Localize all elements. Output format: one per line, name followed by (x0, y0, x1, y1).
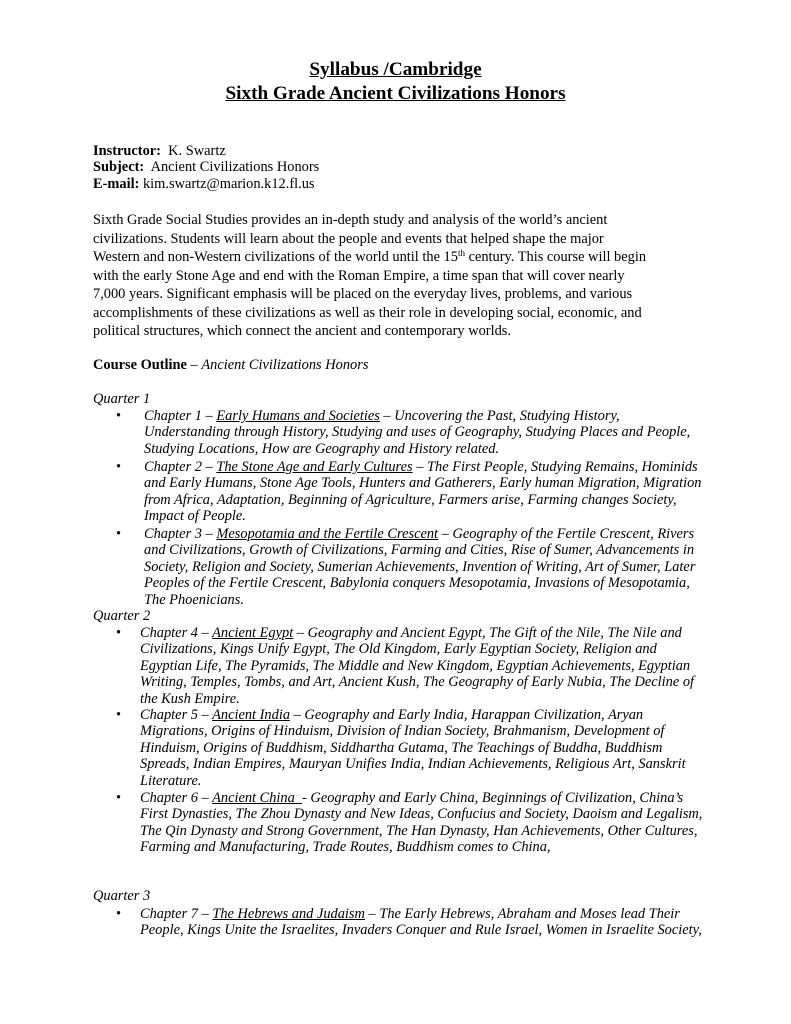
chapter-4-item (116, 625, 695, 707)
chapter-topics: Peoples of the Fertile Crescent, Babylonia conquers Mesopotamia, Invasions of Mesopotamia, (144, 575, 690, 592)
chapter-topics: Egyptian Life, The Pyramids, The Middle and New Kingdom, Egyptian Achievements, Egyptian (140, 657, 691, 674)
chapter-1-item (116, 408, 691, 457)
chapter-prefix: Chapter 5 – (140, 707, 213, 723)
chapter-title: The Stone Age and Early Cultures (216, 459, 413, 475)
document-subtitle: Sixth Grade Ancient Civilizations Honors (225, 83, 566, 104)
quarter-1-heading: Quarter 1 (93, 391, 151, 407)
quarter-2-heading: Quarter 2 (93, 608, 151, 624)
chapter-prefix: Chapter 6 – (140, 790, 213, 806)
chapter-topics: – Geography of the Fertile Crescent, Rivers (438, 526, 695, 542)
chapter-7-item (116, 906, 702, 939)
chapter-prefix: Chapter 4 – (140, 625, 213, 641)
intro-paragraph (93, 212, 705, 342)
chapter-topics: Understanding through History, Studying and uses of Geography, Studying Places and People, (144, 424, 691, 441)
chapter-topics: – The Early Hebrews, Abraham and Moses lead Their (364, 906, 680, 922)
email-value: kim.swartz@marion.k12.fl.us (142, 175, 315, 192)
chapter-topics: Writing, Temples, Tombs, and Art, Ancient Kush, The Geography of Early Nubia, The Decline of (140, 674, 695, 691)
intro-line (93, 249, 705, 268)
chapter-topics: Migrations, Origins of Hinduism, Division of Indian Society, Brahmanism, Development of (140, 723, 665, 740)
instructor-value: K. Swartz (168, 143, 226, 159)
chapter-topics: from Africa, Adaptation, Beginning of Agriculture, Farmers arise, Farming changes Society, (144, 491, 677, 508)
chapter-topics: and Early Humans, Stone Age Tools, Hunters and Gatherers, Early human Migration, Migration (144, 475, 702, 492)
intro-text: Western and non-Western civilizations of the world until the 15 (93, 249, 458, 265)
document-title: Syllabus /Cambridge (309, 59, 482, 80)
chapter-topics: – The First People, Studying Remains, Hominids (412, 459, 698, 475)
chapter-3-item (116, 526, 696, 608)
quarter-3-heading: Quarter 3 (93, 888, 151, 904)
intro-text: century. This course will begin (464, 249, 647, 265)
chapter-title: The Hebrews and Judaism (212, 906, 365, 922)
chapter-topics: – Geography and Early India, Harappan Civilization, Aryan (290, 707, 644, 723)
subject-row (93, 159, 319, 175)
chapter-topics: – Uncovering the Past, Studying History, (379, 408, 620, 424)
chapter-topics: – Geography and Ancient Egypt, The Gift of the Nile, The Nile and (293, 625, 682, 641)
chapter-title: Mesopotamia and the Fertile Crescent (216, 526, 439, 542)
outline-dash: – (186, 357, 202, 373)
chapter-2-item (116, 459, 702, 525)
subject-label: Subject: (93, 159, 145, 176)
course-info (93, 143, 319, 192)
subject-value: Ancient Civilizations Honors (150, 159, 320, 176)
chapter-topics: The Phoenicians. (144, 591, 244, 608)
bullet-icon: • (116, 625, 122, 641)
chapter-topics: Farming and Manufacturing, Trade Routes, Buddhism comes to China, (140, 839, 551, 856)
bullet-icon: • (116, 906, 122, 922)
course-outline-heading (93, 357, 368, 373)
chapter-topics: the Kush Empire. (140, 690, 240, 707)
chapter-topics: First Dynasties, The Zhou Dynasty and New Ideas, Confucius and Society, Daoism and Legalism, (140, 806, 703, 823)
bullet-icon: • (116, 459, 122, 475)
chapter-topics: Literature. (140, 772, 202, 789)
bullet-icon: • (116, 707, 122, 723)
intro-line: civilizations. Students will learn about the people and events that helped shape the major (93, 230, 604, 247)
intro-line: accomplishments of these civilizations as well as their role in developing social, economic, and (93, 304, 642, 321)
bullet-icon: • (116, 408, 122, 424)
chapter-5-item (116, 707, 686, 789)
outline-label: Course Outline (93, 357, 187, 373)
chapter-title: Ancient Egypt (212, 625, 294, 641)
chapter-topics: and Civilizations, Growth of Civilizations, Farming and Cities, Rise of Sumer, Advancements in (144, 542, 695, 559)
chapter-topics: Society, Religion and Society, Sumerian Achievements, Invention of Writing, Art of Sumer, Later (144, 558, 696, 575)
instructor-row (93, 143, 319, 159)
chapter-topics: The Qin Dynasty and Strong Government, The Han Dynasty, Han Achievements, Other Cultures, (140, 822, 698, 839)
chapter-topics: Spreads, Indian Empires, Mauryan Unifies India, Indian Achievements, Religious Art, Sanskrit (140, 756, 686, 773)
bullet-icon: • (116, 790, 122, 806)
chapter-title: Ancient India (212, 707, 291, 723)
chapter-title: Early Humans and Societies (216, 408, 380, 424)
chapter-6-item (116, 790, 703, 856)
ordinal-suffix: th (457, 248, 465, 258)
bullet-icon: • (116, 526, 122, 542)
chapter-topics: Hinduism, Origins of Buddhism, Siddhartha Gutama, The Teachings of Buddha, Buddhism (140, 739, 663, 756)
intro-line: 7,000 years. Significant emphasis will be placed on the everyday lives, problems, and various (93, 286, 633, 302)
chapter-prefix: Chapter 7 – (140, 906, 213, 922)
email-label: E-mail: (93, 175, 140, 192)
chapter-topics: People, Kings Unite the Israelites, Invaders Conquer and Rule Israel, Women in Israelite Society, (140, 922, 702, 939)
outline-subtitle: Ancient Civilizations Honors (201, 357, 369, 373)
chapter-title: Ancient China (212, 790, 303, 806)
chapter-topics: - Geography and Early China, Beginnings of Civilization, China’s (302, 790, 684, 806)
intro-line: with the early Stone Age and end with the Roman Empire, a time span that will cover nearly (93, 267, 625, 284)
instructor-label: Instructor: (93, 143, 161, 159)
intro-line: political structures, which connect the ancient and contemporary worlds. (93, 323, 511, 339)
chapter-topics: Impact of People. (144, 508, 246, 525)
chapter-prefix: Chapter 2 – (144, 459, 217, 475)
chapter-topics: Civilizations, Kings Unify Egypt, The Old Kingdom, Early Egyptian Society, Religion and (140, 641, 657, 658)
email-row (93, 176, 319, 192)
intro-line: Sixth Grade Social Studies provides an in-depth study and analysis of the world’s ancient (93, 212, 608, 228)
chapter-prefix: Chapter 1 – (144, 408, 217, 424)
chapter-topics: Studying Locations, How are Geography and History related. (144, 440, 500, 457)
chapter-prefix: Chapter 3 – (144, 526, 217, 542)
